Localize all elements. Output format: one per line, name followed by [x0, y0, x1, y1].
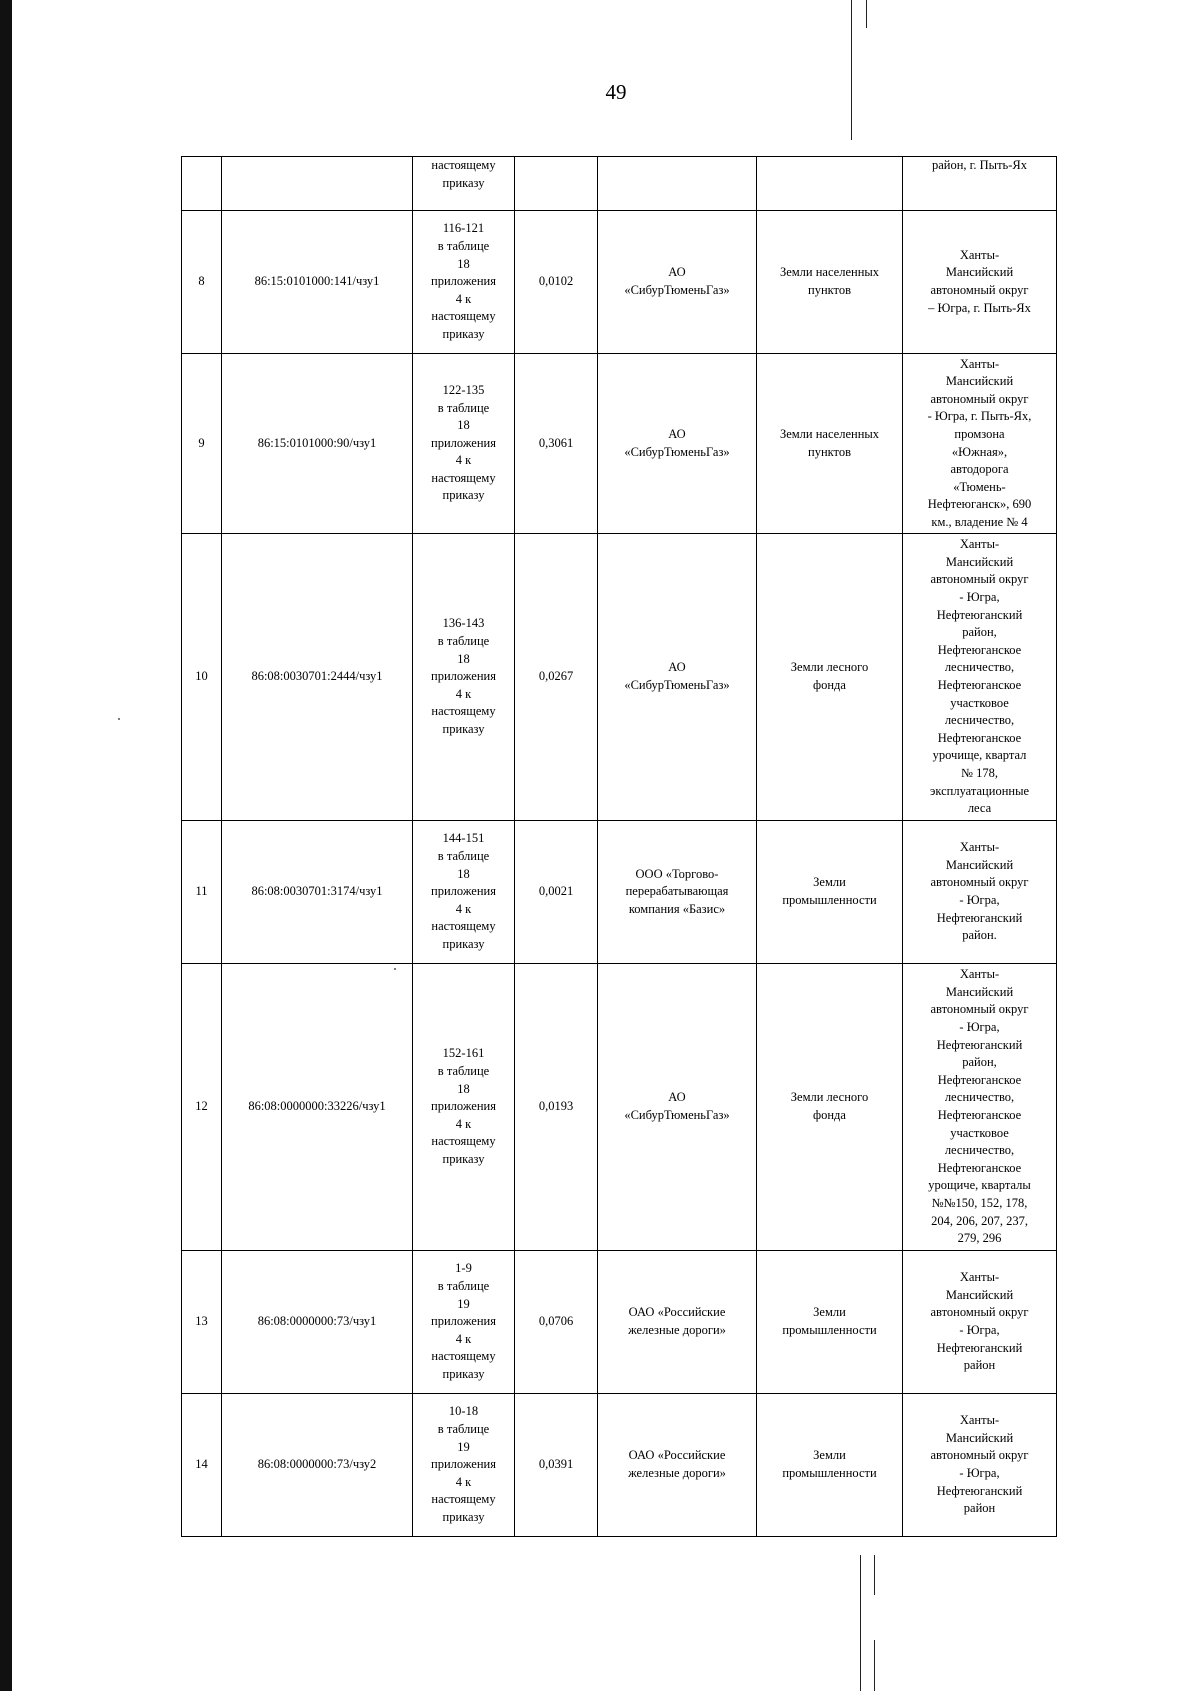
binding-line [860, 1555, 861, 1691]
reference-cell: 10-18 в таблице 19 приложения 4 к настоящему приказу [413, 1394, 515, 1537]
address-cell: Ханты- Мансийский автономный округ - Югра, Нефтеюганский район. [903, 821, 1057, 964]
land-category-cell: Земли промышленности [757, 821, 903, 964]
table-row [182, 211, 1057, 354]
binding-line [874, 1640, 875, 1691]
land-category-cell [757, 157, 903, 211]
table-row [182, 1394, 1057, 1537]
row-number [182, 157, 222, 211]
land-plot-table [181, 156, 1057, 1537]
cadastral-number [222, 157, 413, 211]
land-category-cell: Земли промышленности [757, 1251, 903, 1394]
row-number: 13 [182, 1251, 222, 1394]
scan-edge-shadow [0, 0, 12, 1691]
cadastral-number: 86:15:0101000:141/чзу1 [222, 211, 413, 354]
cadastral-number: 86:08:0030701:3174/чзу1 [222, 821, 413, 964]
reference-cell: 1-9 в таблице 19 приложения 4 к настоящему приказу [413, 1251, 515, 1394]
land-category-cell: Земли лесного фонда [757, 964, 903, 1251]
address-cell: Ханты- Мансийский автономный округ - Югра, Нефтеюганский район [903, 1394, 1057, 1537]
area-cell: 0,0102 [515, 211, 598, 354]
owner-cell: ООО «Торгово- перерабатывающая компания «Базис» [598, 821, 757, 964]
cadastral-number: 86:08:0000000:73/чзу1 [222, 1251, 413, 1394]
cadastral-number: 86:08:0000000:33226/чзу1 [222, 964, 413, 1251]
binding-line [851, 0, 852, 140]
address-cell: Ханты- Мансийский автономный округ - Югра, Нефтеюганский район, Нефтеюганское лесничество, Нефтеюганское участковое лесничество, Нефтеюганское урочище, квартал № 178, эксплуатационные леса [903, 534, 1057, 821]
row-number: 14 [182, 1394, 222, 1537]
area-cell [515, 157, 598, 211]
owner-cell [598, 157, 757, 211]
land-category-cell: Земли лесного фонда [757, 534, 903, 821]
address-cell: Ханты- Мансийский автономный округ - Югра, Нефтеюганский район [903, 1251, 1057, 1394]
table-row [182, 964, 1057, 1251]
row-number: 9 [182, 354, 222, 534]
row-number: 11 [182, 821, 222, 964]
cadastral-number: 86:08:0030701:2444/чзу1 [222, 534, 413, 821]
cadastral-number: 86:08:0000000:73/чзу2 [222, 1394, 413, 1537]
reference-cell: 116-121 в таблице 18 приложения 4 к настоящему приказу [413, 211, 515, 354]
row-number: 8 [182, 211, 222, 354]
address-cell: район, г. Пыть-Ях [903, 157, 1057, 211]
address-cell: Ханты- Мансийский автономный округ - Югра, г. Пыть-Ях, промзона «Южная», автодорога «Тюмень- Нефтеюганск», 690 км., владение № 4 [903, 354, 1057, 534]
address-cell: Ханты- Мансийский автономный округ – Югра, г. Пыть-Ях [903, 211, 1057, 354]
owner-cell: ОАО «Российские железные дороги» [598, 1251, 757, 1394]
table-row [182, 821, 1057, 964]
land-category-cell: Земли населенных пунктов [757, 354, 903, 534]
owner-cell: ОАО «Российские железные дороги» [598, 1394, 757, 1537]
land-category-cell: Земли населенных пунктов [757, 211, 903, 354]
reference-cell: настоящему приказу [413, 157, 515, 211]
table-row [182, 157, 1057, 211]
reference-cell: 152-161 в таблице 18 приложения 4 к настоящему приказу [413, 964, 515, 1251]
binding-line [874, 1555, 875, 1595]
land-category-cell: Земли промышленности [757, 1394, 903, 1537]
reference-cell: 122-135 в таблице 18 приложения 4 к настоящему приказу [413, 354, 515, 534]
owner-cell: АО «СибурТюменьГаз» [598, 534, 757, 821]
area-cell: 0,0193 [515, 964, 598, 1251]
binding-line [866, 0, 867, 28]
table-row [182, 534, 1057, 821]
table-row [182, 1251, 1057, 1394]
cadastral-number: 86:15:0101000:90/чзу1 [222, 354, 413, 534]
table-row [182, 354, 1057, 534]
area-cell: 0,3061 [515, 354, 598, 534]
owner-cell: АО «СибурТюменьГаз» [598, 964, 757, 1251]
owner-cell: АО «СибурТюменьГаз» [598, 211, 757, 354]
page-number: 49 [605, 80, 627, 104]
area-cell: 0,0706 [515, 1251, 598, 1394]
reference-cell: 144-151 в таблице 18 приложения 4 к настоящему приказу [413, 821, 515, 964]
reference-cell: 136-143 в таблице 18 приложения 4 к настоящему приказу [413, 534, 515, 821]
row-number: 10 [182, 534, 222, 821]
row-number: 12 [182, 964, 222, 1251]
area-cell: 0,0391 [515, 1394, 598, 1537]
area-cell: 0,0267 [515, 534, 598, 821]
address-cell: Ханты- Мансийский автономный округ - Югра, Нефтеюганский район, Нефтеюганское лесничество, Нефтеюганское участковое лесничество, Нефтеюганское урощиче, кварталы №№150, 152, 178, 204, 206, 207, 237, 279, 296 [903, 964, 1057, 1251]
area-cell: 0,0021 [515, 821, 598, 964]
scan-speck [118, 718, 120, 720]
owner-cell: АО «СибурТюменьГаз» [598, 354, 757, 534]
